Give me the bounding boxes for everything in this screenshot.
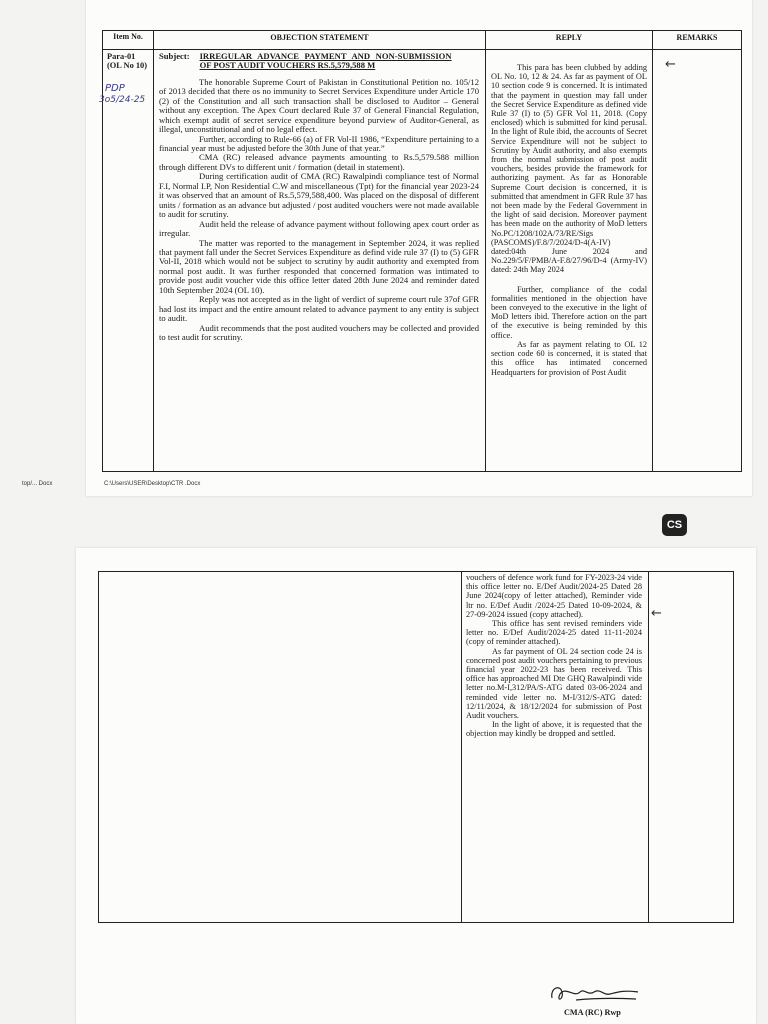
header-item-no: Item No. (113, 32, 143, 41)
reply-continuation-table (98, 571, 734, 923)
header-remarks: REMARKS (676, 33, 718, 42)
objection-statement (159, 52, 479, 343)
column-divider (485, 31, 486, 471)
objection-paragraph: Further, according to Rule-66 (a) of FR Vol-II 1986, “Expenditure pertaining to a financial year must be adjusted before the 30th June of that year.” (159, 133, 479, 153)
reply-paragraph: In the light of above, it is requested that the objection may kindly be dropped and settled. (466, 720, 642, 739)
reply-paragraph: This office has sent revised reminders vide letter no. E/Def Audit/2024-25 dated 11-11-2024 (copy of reminder attached). (466, 619, 642, 647)
para-number: Para-01 (107, 52, 136, 61)
camscanner-badge: CS (662, 514, 687, 536)
subject-row (159, 52, 479, 71)
ol-number: (OL No 10) (107, 61, 148, 71)
reply-paragraph: Further, compliance of the codal formalities mentioned in the objection have been conveyed to the executive in the light of MoD letters ibid. Therefore action on the part of the executive is being reminded by this office. (491, 284, 647, 340)
reply-continued (466, 573, 642, 739)
header-divider (103, 49, 741, 50)
objection-paragraph: The honorable Supreme Court of Pakistan in Constitutional Petition no. 105/12 of 2013 decided that there os no immunity to Secret Services Expenditure under Article 170 (2) of the Constitution and all such transaction shall be disclosed to Auditor – General without any exception. The Apex Court declared Rule 37 of General Financial Regulation, which exempt audit of secret service expenditure beyond purview of Auditor-General, as illegal, unconstitutional and of no legal effect. (159, 76, 479, 135)
reply-paragraph: As far as payment relating to OL 12 section code 60 is concerned, it is stated that this office has intimated concerned Headquarters for provision of Post Audit (491, 339, 647, 377)
signature-caption: CMA (RC) Rwp (564, 1008, 621, 1017)
handwritten-arrow-icon: ← (665, 57, 676, 72)
objection-paragraph: The matter was reported to the management in September 2024, it was replied that payment fall under the Secret Services Expenditure as defind vide rule 37 (I) to (5) GFR Vol-II, 2018 which would not be subject to scrutiny by audit authority and exempted from normal post audit. It was further responded that concerned formation was intimated to provide post audit voucher vide this office letter dated 28th June 2024 and reminder dated 10th September 2024 (OL 10). (159, 237, 479, 295)
subject-label: Subject: (159, 51, 190, 61)
handwritten-annotation: PDP (105, 83, 125, 94)
column-divider (652, 31, 653, 471)
handwritten-annotation: 3o5/24-25 (99, 95, 146, 105)
footer-path: C:\Users\USER\Desktop\CTR .Docx (104, 481, 201, 487)
objection-table (99, 30, 742, 472)
signature-image (546, 982, 642, 1006)
objection-paragraph: CMA (RC) released advance payments amounting to Rs.5,579.588 million through different DVs to different unit / formation (detail in statement). (159, 152, 479, 172)
item-number (107, 52, 151, 71)
reply-paragraph: This para has been clubbed by adding OL No. 10, 12 & 24. As far as payment of OL 10 section code 9 is concerned. It is intimated that the payment in question may fall under the Secret Service Expenditure as defined vide Rule 37 (I) to (5) GFR Vol 11, 2018. (Copy enclosed) which is submitted for kind perusal. In the light of Rule ibid, the accounts of Secret Service Expenditure will not be subject to Scrutiny by Audit authority, and also exempts from the normal submission of post audit vouchers, besides provide the framework for authorizing payment. As far as Honorable Supreme Court decision is concerned, it is submitted that amendment in GFR Rule 37 has not been made by the Federal Government in the light of said decision. Moreover payment has been made on the authority of MoD letters No.PC/1208/102A/73/RE/Sigs (PASCOMS)/F.8/7/2024/D-4(A-IV) dated:04th June 2024 and No.229/5/F/PMB/A-F.8/27/96/D-4 (Army-IV) dated: 24th May 2024 (491, 63, 648, 275)
header-objection: OBJECTION STATEMENT (270, 33, 369, 42)
objection-paragraph: Reply was not accepted as in the light of verdict of supreme court rule 37of GFR had lost its impact and the entire amount related to advance payment to any entity is subject to audit. (159, 294, 479, 324)
handwritten-arrow-icon: ← (651, 606, 662, 621)
column-divider (461, 572, 462, 922)
objection-paragraph: Audit held the release of advance payment without following apex court order as irregular. (159, 218, 479, 239)
objection-paragraph: Audit recommends that the post audited vouchers may be collected and provided to test audit for scrutiny. (159, 322, 479, 343)
subject-text: IRREGULAR ADVANCE PAYMENT AND NON-SUBMISSION OF POST AUDIT VOUCHERS RS.5,579,588 M (199, 51, 452, 71)
reply-paragraph: vouchers of defence work fund for FY-2023-24 vide this office letter no. E/Def Audit/2024-25 Dated 28 June 2024(copy of letter attached), Reminder vide ltr no. E/Def Audit /2024-25 Dated 10-09-2024, & 27-09-2024 issued (copy attached). (466, 573, 642, 619)
objection-paragraph: During certification audit of CMA (RC) Rawalpindi compliance test of Normal F.I, Normal I.P, Non Residential C.W and miscellaneous (Tpt) for the financial year 2023-24 it was observed that an amount of Rs.5,579,588,400. Was placed on the disposal of different units / formation as an advance but adjusted / post audited vouchers were not made available to audit for scrutiny. (159, 171, 479, 220)
reply-text (491, 63, 647, 377)
document-page-2 (76, 548, 756, 1024)
header-reply: REPLY (555, 33, 583, 42)
column-divider (648, 572, 649, 922)
footer-left: top/... Docx (22, 481, 53, 487)
reply-paragraph: As far payment of OL 24 section code 24 is concerned post audit vouchers pertaining to previous financial year 2022-23 has been received. This office has approached MI Dte GHQ Rawalpindi vide letter no.M-I,312/PA/S-ATG dated 03-06-2024 and reminded vide letter no. M-I/312/S-ATG dated: 12/11/2024, & 18/12/2024 for submission of Post Audit vouchers. (466, 646, 642, 721)
column-divider (153, 31, 154, 471)
document-page-1 (22, 0, 752, 496)
